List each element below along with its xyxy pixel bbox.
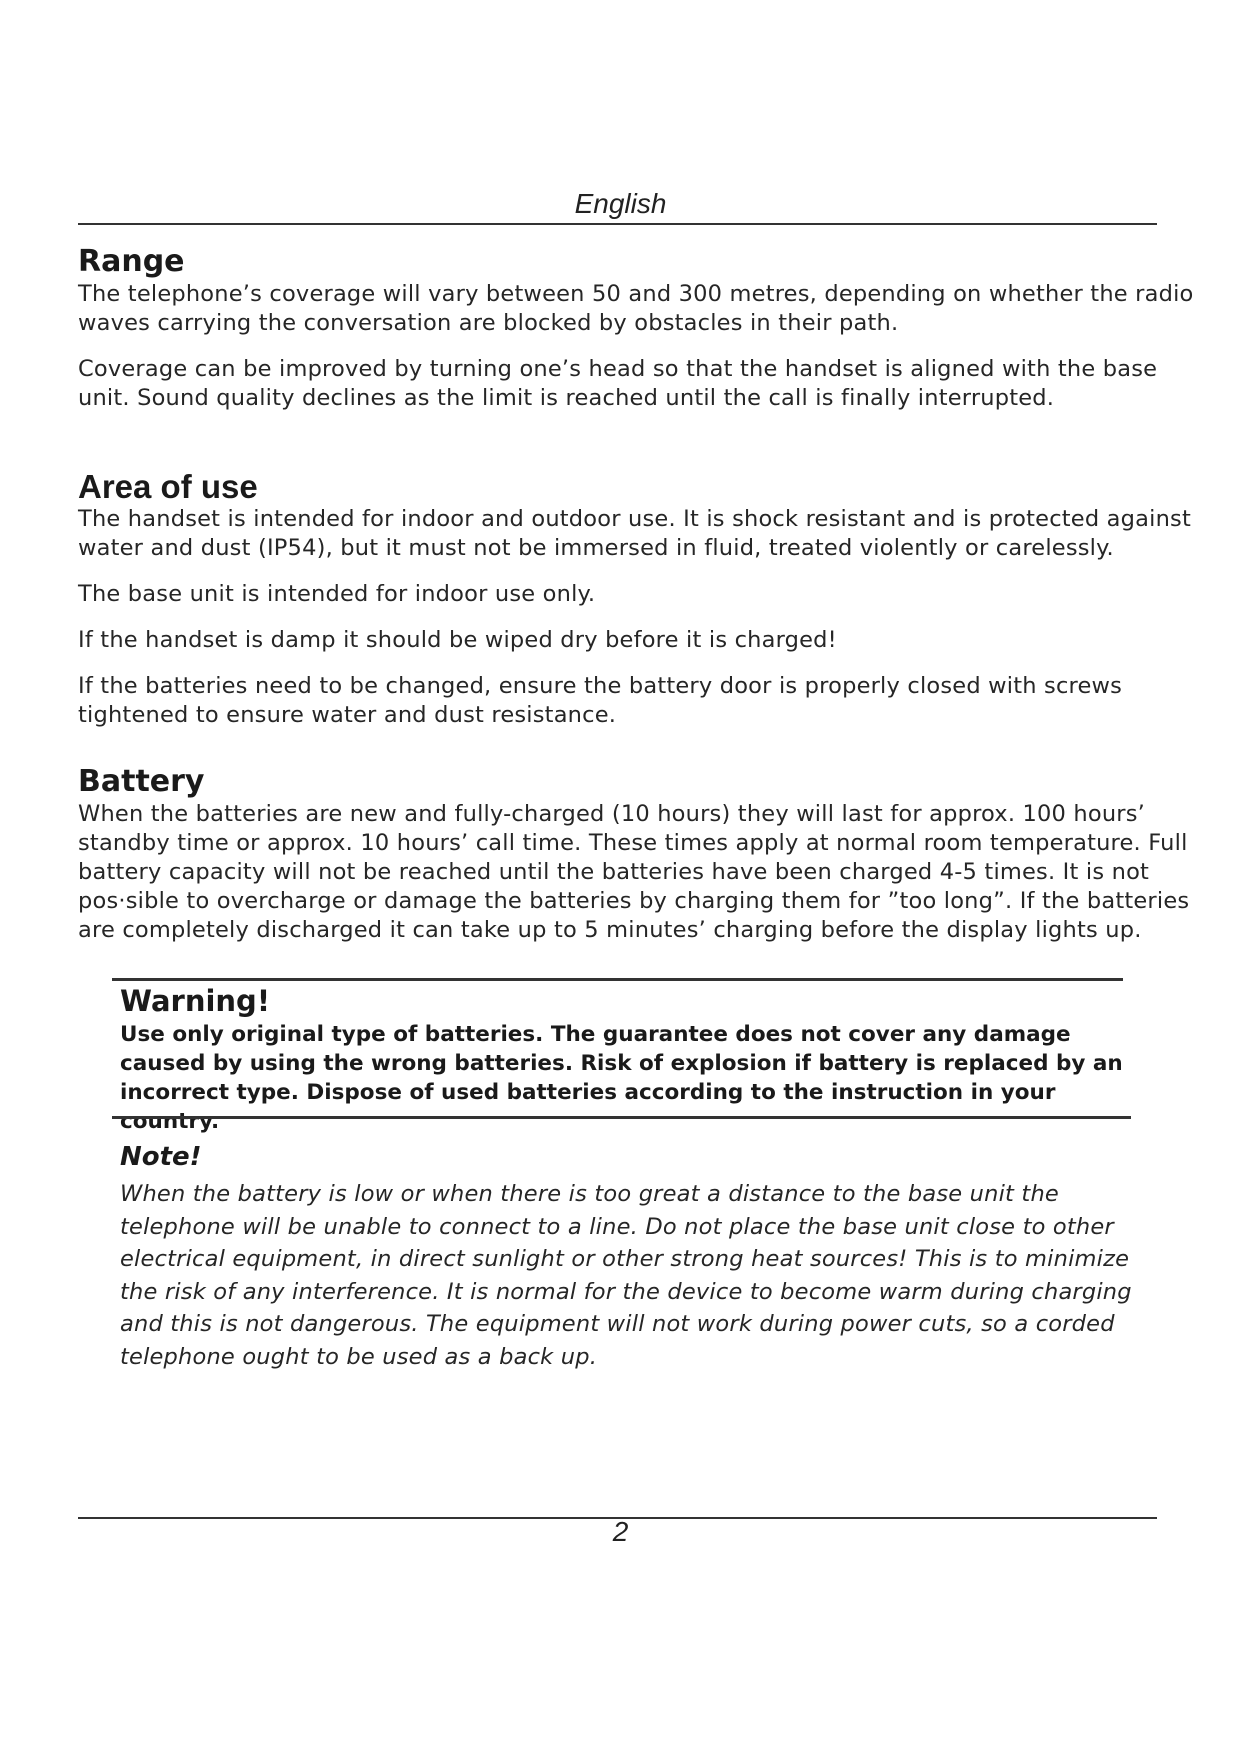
area-paragraph-1: The handset is intended for indoor and outdoor use. It is shock resistant and is protected against water and dust (IP54), but it must not be immersed in fluid, treated violently or carelessly. [78, 506, 1191, 561]
header-language: English [574, 188, 667, 219]
range-paragraph-2: Coverage can be improved by turning one’s head so that the handset is aligned with the base unit. Sound quality declines as the limit is reached until the call is finally interrupted. [78, 356, 1158, 411]
page-number: 2 [612, 1516, 629, 1547]
warning-divider-top [112, 978, 1123, 981]
section-title-range: Range [78, 244, 185, 279]
area-paragraph-2: The base unit is intended for indoor use only. [78, 581, 596, 607]
warning-divider-bottom [112, 1116, 1131, 1119]
warning-text: Use only original type of batteries. The guarantee does not cover any damage caused by using the wrong batteries. Risk of explosion if battery is replaced by an incorrect type. Dispose of used batteries according to the instruction in your country. [120, 1022, 1123, 1134]
section-area-of-use [78, 469, 1198, 730]
range-paragraph-1: The telephone’s coverage will vary between 50 and 300 metres, depending on whether the radio waves carrying the conversation are blocked by obstacles in their path. [78, 281, 1194, 336]
warning-title: Warning! [120, 984, 271, 1018]
area-paragraph-3: If the handset is damp it should be wiped dry before it is charged! [78, 627, 837, 653]
area-paragraph-4: If the batteries need to be changed, ensure the battery door is properly closed with screws tightened to ensure water and dust resistance. [78, 673, 1123, 728]
note-title: Note! [120, 1142, 202, 1172]
note-text: When the battery is low or when there is too great a distance to the base unit the telephone will be unable to connect to a line. Do not place the base unit close to other electrical equipment, in direct sunlight or other strong heat sources! This is to minimize the risk of any interference. It is normal for the device to become warm during charging and this is not dangerous. The equipment will not work during power cuts, so a corded telephone ought to be used as a back up. [120, 1181, 1132, 1370]
section-title-battery: Battery [78, 764, 205, 799]
section-battery [78, 764, 1198, 945]
battery-paragraph-1: When the batteries are new and fully-charged (10 hours) they will last for approx. 100 hours’ standby time or approx. 10 hours’ call time. These times apply at normal room temperature. Full battery capacity will not be reached until the batteries have been charged 4-5 times. It is not pos·sible to overcharge or damage the batteries by charging them for ”too long”. If the batteries are completely discharged it can take up to 5 minutes’ charging before the display lights up. [78, 801, 1190, 943]
section-title-area-of-use: Area of use [78, 468, 258, 505]
header-divider [78, 223, 1157, 225]
note-box [120, 1140, 1140, 1373]
section-range [78, 244, 1198, 413]
warning-box [120, 982, 1140, 1136]
